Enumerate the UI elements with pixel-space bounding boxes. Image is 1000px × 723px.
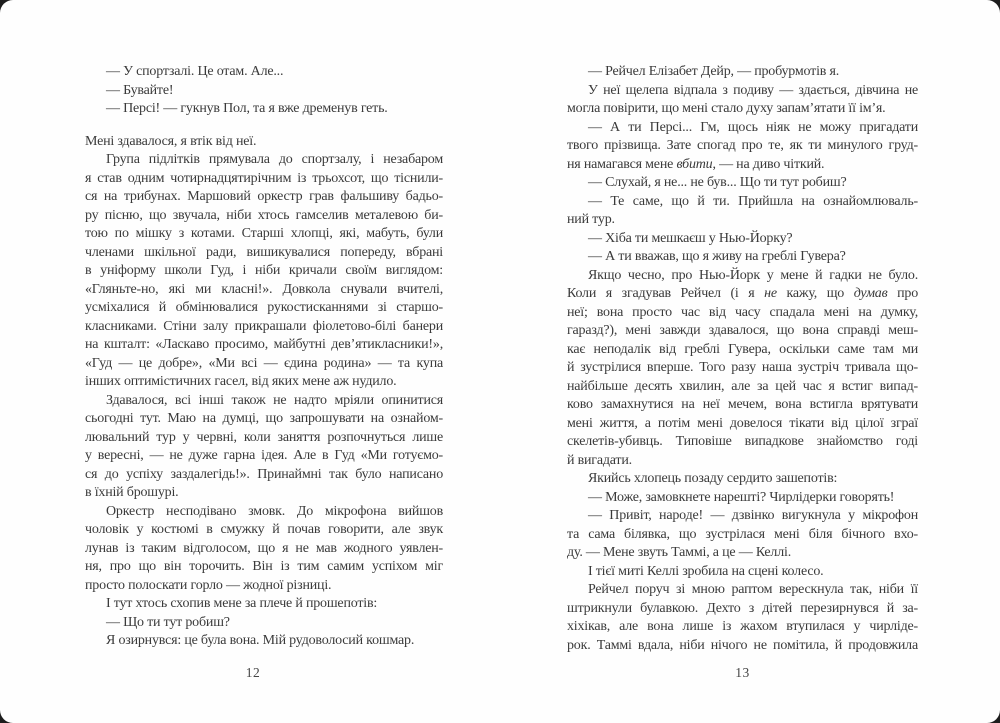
text-line: в їхній брошурі. xyxy=(85,485,179,500)
text-line: кає неподалік від греблі Гувера, оскільки саме там ми xyxy=(567,341,918,357)
text-line: — А ти Персі... Гм, щось ніяк не можу пригадати xyxy=(588,119,918,135)
text-line: — Слухай, я не... не був... Що ти тут робиш? xyxy=(588,175,847,190)
text-line: інших оптимістичних гасел, від яких мене аж нудило. xyxy=(85,374,397,389)
text-line: мені життя, а потім мені довелося тікати від цілої зграї xyxy=(567,415,918,431)
text-line: «Гляньте-но, які ми класні!». Довкола снували вчителі, xyxy=(85,281,443,297)
text-line: класниками. Стіни залу прикрашали фіолетово-білі банери xyxy=(85,318,443,334)
text-line: — Хіба ти мешкаєш у Нью-Йорку? xyxy=(588,230,793,246)
text-line: скелетів-убивць. Типовіше випадкове знайомство годі xyxy=(567,434,918,449)
text-line: усміхалися й обмінювалися рукостисканнями зі старшо- xyxy=(85,300,443,315)
page-number-right: 13 xyxy=(735,665,750,680)
text-line: ний тур. xyxy=(567,212,615,227)
text-line: Якийсь хлопець позаду сердито зашепотів: xyxy=(588,471,838,486)
text-line: та сама білявка, що зустрілася мені біля бічного вхо- xyxy=(567,526,918,542)
text-line: ня намагався мене вбити, — на диво чіткий. xyxy=(567,156,825,172)
text-line: лювальний тур у червні, коли заняття розпочнуться лише xyxy=(85,429,443,445)
text-line: І тут хтось схопив мене за плече й прошепотів: xyxy=(106,596,378,611)
text-line: ня, про що він торочить. Він із тим самим успіхом міг xyxy=(85,559,443,574)
text-line: ся до успіху заздалегідь!». Принаймні так було написано xyxy=(85,466,443,482)
text-line: Мені здавалося, я втік від неї. xyxy=(85,133,257,149)
text-line: чоловік у костюмі в смужку й почав говорити, але звук xyxy=(85,522,443,537)
text-line: тою по мішку з котами. Старші хлопці, які, мабуть, були xyxy=(85,226,443,241)
text-line: Рейчел поруч зі мною раптом верескнула так, ніби її xyxy=(588,582,918,597)
text-line: твого прізвища. Зате спогад про те, як ти минулого груд- xyxy=(567,138,918,153)
text-line: Здавалося, всі інші також не надто мріяли опинитися xyxy=(106,392,443,408)
text-line: Група підлітків прямувала до спортзалу, і незабаром xyxy=(106,152,443,167)
text-line: рок. Таммі вдала, ніби нічого не помітила, й продовжила xyxy=(567,637,918,653)
text-line: штрикнули булавкою. Дехто з дітей перезирнувся й за- xyxy=(567,600,918,616)
text-line: ду. — Мене звуть Таммі, а це — Келлі. xyxy=(567,545,791,560)
text-line: сьогодні тут. Маю на думці, що запрошувати на ознайом- xyxy=(85,411,443,426)
text-line: ру пісню, що звучала, ніби хтось гамселив металевою би- xyxy=(85,207,443,223)
text-line: — Те саме, що й ти. Прийшла на ознайомлюваль- xyxy=(588,193,918,209)
left-page-text xyxy=(85,63,443,651)
text-line: я став одним чотирнадцятирічним із трьохсот, що тіснили- xyxy=(85,170,443,186)
text-line: «Гуд — це добре», «Ми всі — єдина родина» — та купа xyxy=(85,355,443,371)
text-line: гаразд?), мені завжди здавалося, що вона справді меш- xyxy=(567,323,918,338)
right-page-text xyxy=(567,63,918,655)
text-line: ся на трибунах. Маршовий оркестр грав фальшиву бадьо- xyxy=(85,189,443,204)
text-line: могла повірити, що мені стало духу запам’ятати її ім’я. xyxy=(567,101,886,116)
text-line: У неї щелепа відпала з подиву — здається, дівчина не xyxy=(588,82,918,98)
text-line: — Бувайте! xyxy=(106,82,174,98)
text-line: — Що ти тут робиш? xyxy=(106,614,230,630)
text-line: просто полоскати горло — жодної різниці. xyxy=(85,577,332,593)
text-line: — Привіт, народе! — дзвінко вигукнула у мікрофон xyxy=(588,508,918,523)
text-line: Я озирнувся: це була вона. Мій рудоволосий кошмар. xyxy=(106,633,415,648)
text-line: — Рейчел Елізабет Дейр, — пробурмотів я. xyxy=(588,64,840,79)
text-line: у вересні, — не дуже гарна ідея. Але в Гуд «Ми готуємо- xyxy=(85,448,443,463)
text-line: ково замахнутися на неї мечем, вона встигла врятувати xyxy=(567,397,918,412)
page-number-left: 12 xyxy=(245,665,261,680)
text-line: — Персі! — гукнув Пол, та я вже дременув геть. xyxy=(106,101,388,116)
text-line: — У спортзалі. Це отам. Але... xyxy=(106,64,284,79)
text-line: неї; вона просто час від часу спадала мені на думку, xyxy=(567,304,918,320)
text-line: на кшталт: «Ласкаво просимо, майбутні дев’ятикласники!», xyxy=(85,337,443,352)
text-line: лунав із таким відголосом, що я не мав жодного уявлен- xyxy=(85,540,443,556)
text-line: й вигадати. xyxy=(567,452,632,468)
text-line: хіхікав, але вона лише із жахом втупилася у чирліде- xyxy=(567,619,918,634)
text-line: Оркестр несподівано змовк. До мікрофона вийшов xyxy=(106,503,443,519)
text-line: Якщо чесно, про Нью-Йорк у мене й гадки не було. xyxy=(588,267,918,283)
text-line: членами шкільної ради, вишикувалися попереду, вбрані xyxy=(85,244,443,260)
text-line: — А ти вважав, що я живу на греблі Гувера? xyxy=(588,249,846,264)
text-line: найбільше десять хвилин, але за цей час я встиг випад- xyxy=(567,378,918,394)
text-line: І тієї миті Келлі зробила на сцені колесо. xyxy=(588,563,824,579)
text-line: й зустрілися вперше. Того разу наша зустріч тривала що- xyxy=(567,360,918,375)
text-line: Коли я згадував Рейчел (і я не кажу, що думав про xyxy=(567,286,918,301)
text-line: в уніформу школи Гуд, і ніби кричали своїм виглядом: xyxy=(85,263,443,278)
text-line: — Може, замовкнете нарешті? Чирлідерки говорять! xyxy=(588,489,895,505)
